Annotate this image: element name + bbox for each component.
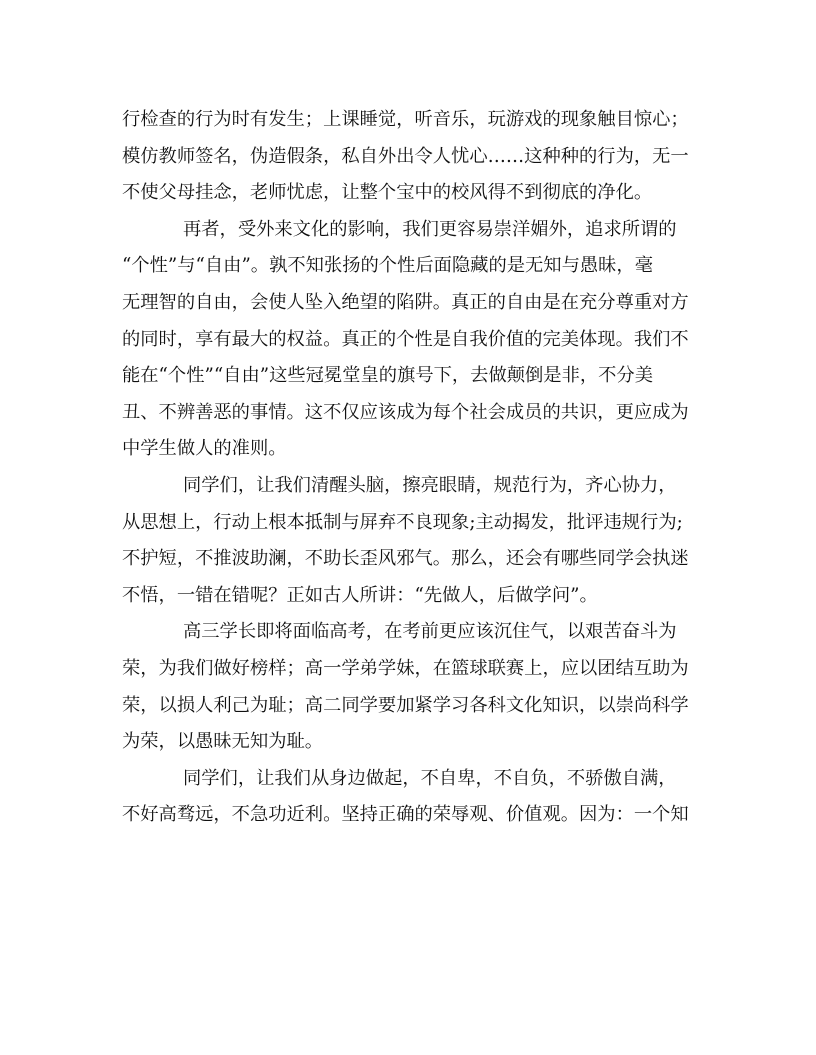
text-line: 丑、不辨善恶的事情。这不仅应该成为每个社会成员的共识，更应成为	[122, 401, 689, 423]
text-line: 为荣，以愚昧无知为耻。	[122, 731, 324, 753]
paragraph-start-line: 高三学长即将面临高考，在考前更应该沉住气，以艰苦奋斗为	[183, 621, 677, 643]
text-line: 不使父母挂念，老师忧虑，让整个宝中的校风得不到彻底的净化。	[122, 182, 653, 204]
text-line: 模仿教师签名，伪造假条，私自外出令人忧心……这种种的行为，无一	[122, 145, 689, 167]
text-line: 的同时，享有最大的权益。真正的个性是自我价值的完美体现。我们不	[122, 328, 689, 350]
paragraph-start-line: 同学们，让我们清醒头脑，擦亮眼睛，规范行为，齐心协力，	[183, 474, 677, 496]
text-line: “个性”与“自由”。孰不知张扬的个性后面隐藏的是无知与愚昧，毫	[122, 255, 653, 277]
text-line: 不护短，不推波助澜，不助长歪风邪气。那么，还会有哪些同学会执迷	[122, 548, 689, 570]
paragraph-start-line: 再者，受外来文化的影响，我们更容易崇洋媚外，追求所谓的	[183, 218, 677, 240]
text-line: 中学生做人的准则。	[122, 438, 287, 460]
text-line: 无理智的自由，会使人坠入绝望的陷阱。真正的自由是在充分尊重对方	[122, 291, 689, 313]
body-text	[122, 102, 698, 834]
text-line: 能在“个性”“自由”这些冠冕堂皇的旗号下，去做颠倒是非，不分美	[122, 365, 653, 387]
text-line: 不好高骛远，不急功近利。坚持正确的荣辱观、价值观。因为：一个知	[122, 804, 689, 826]
text-line: 从思想上，行动上根本抵制与屏弃不良现象;主动揭发，批评违规行为;	[122, 511, 683, 533]
paragraph-start-line: 同学们，让我们从身边做起，不自卑，不自负，不骄傲自满，	[183, 767, 677, 789]
text-line: 荣，为我们做好榜样；高一学弟学妹，在篮球联赛上，应以团结互助为	[122, 657, 689, 679]
text-line: 不悟，一错在错呢？正如古人所讲：“先做人，后做学问”。	[122, 584, 598, 606]
text-line: 荣，以损人利己为耻；高二同学要加紧学习各科文化知识，以崇尚科学	[122, 694, 689, 716]
text-line: 行检查的行为时有发生；上课睡觉，听音乐，玩游戏的现象触目惊心；	[122, 109, 689, 130]
